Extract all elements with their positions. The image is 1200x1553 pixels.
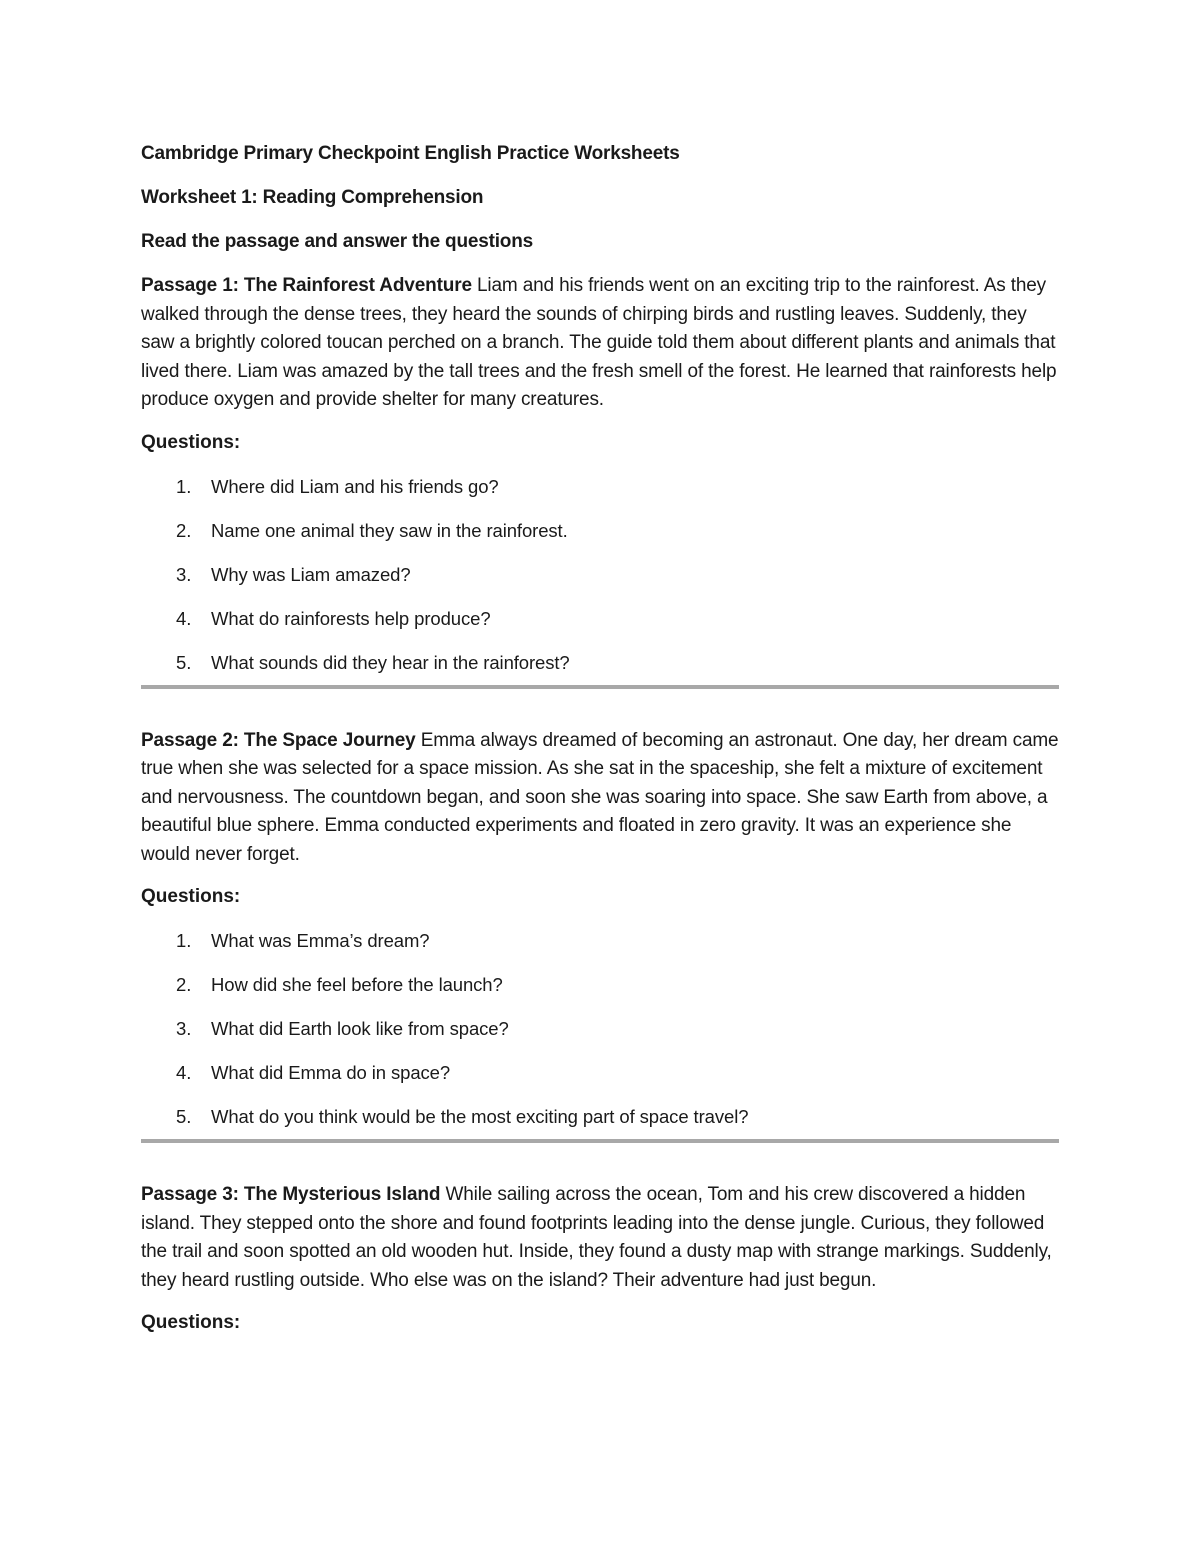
question-text: What did Emma do in space? [211,1062,451,1083]
question-text: What was Emma’s dream? [211,930,430,951]
question-item [141,971,1059,999]
passage-3-text: While sailing across the ocean, Tom and his crew discovered a hidden island. They stepped onto the shore and found footprints leading into the dense jungle. Curious, they followed the trail and soon spotted an old wooden hut. Inside, they found a dusty map with strange markings. Suddenly, they heard rustling outside. Who else was on the island? Their adventure had just begun. [141,1184,1052,1291]
passage-3 [141,1181,1059,1337]
question-text: Where did Liam and his friends go? [211,475,499,497]
question-text: Name one animal they saw in the rainforest. [211,519,568,541]
passage-1-text: Liam and his friends went on an exciting trip to the rainforest. As they walked through the dense trees, they heard the sounds of chirping birds and rustling leaves. Suddenly, they saw a brightly colored toucan perched on a branch. The guide told them about different plants and animals that lived there. Liam was amazed by the tall trees and the fresh smell of the forest. He learned that rainforests help produce oxygen and provide shelter for many creatures. [141,275,1057,410]
passage-2-question-list [141,927,1059,1131]
passage-1 [141,272,1059,677]
question-number: 3. [176,563,192,585]
passage-1-question-list [141,473,1059,677]
passage-2-text: Emma always dreamed of becoming an astronaut. One day, her dream came true when she was selected for a space mission. As she sat in the spaceship, she felt a mixture of excitement and nervousness. The countdown began, and soon she was soaring into space. She saw Earth from above, a beautiful blue sphere. Emma conducted experiments and floated in zero gravity. It was an experience she would never forget. [141,729,1059,865]
question-number: 4. [176,1062,192,1083]
question-text: What did Earth look like from space? [211,1018,509,1039]
question-item [141,517,1059,545]
question-item [141,927,1059,955]
question-text: What do you think would be the most exciting part of space travel? [211,1106,749,1127]
passage-2-body [141,727,1059,870]
passage-2-title: Passage 2: The Space Journey [141,729,416,751]
worksheet-title: Worksheet 1: Reading Comprehension [141,187,484,208]
question-item [141,605,1059,633]
document-title: Cambridge Primary Checkpoint English Practice Worksheets [141,143,680,164]
passage-2-questions-label: Questions: [141,886,241,907]
question-item [141,649,1059,677]
question-number: 2. [176,974,192,995]
question-number: 1. [176,475,192,497]
question-item [141,1015,1059,1043]
section-divider [141,685,1059,689]
question-text: What do rainforests help produce? [211,607,491,629]
question-text: Why was Liam amazed? [211,563,411,585]
passage-2 [141,727,1059,1132]
worksheet-page [141,140,1059,1353]
question-number: 2. [176,519,192,541]
question-text: How did she feel before the launch? [211,974,503,995]
passage-1-title: Passage 1: The Rainforest Adventure [141,275,472,296]
question-number: 3. [176,1018,192,1039]
passage-3-title: Passage 3: The Mysterious Island [141,1184,441,1205]
question-item [141,1059,1059,1087]
passage-3-questions-label: Questions: [141,1312,241,1333]
passage-1-body [141,272,1059,415]
question-text: What sounds did they hear in the rainforest? [211,651,570,673]
passage-1-questions-label: Questions: [141,431,241,453]
instruction: Read the passage and answer the questions [141,231,533,252]
section-divider [141,1139,1059,1143]
question-item [141,473,1059,501]
question-number: 5. [176,651,192,673]
question-item [141,561,1059,589]
question-item [141,1103,1059,1131]
passage-3-body [141,1181,1059,1295]
question-number: 4. [176,607,192,629]
question-number: 5. [176,1106,192,1127]
question-number: 1. [176,930,192,951]
